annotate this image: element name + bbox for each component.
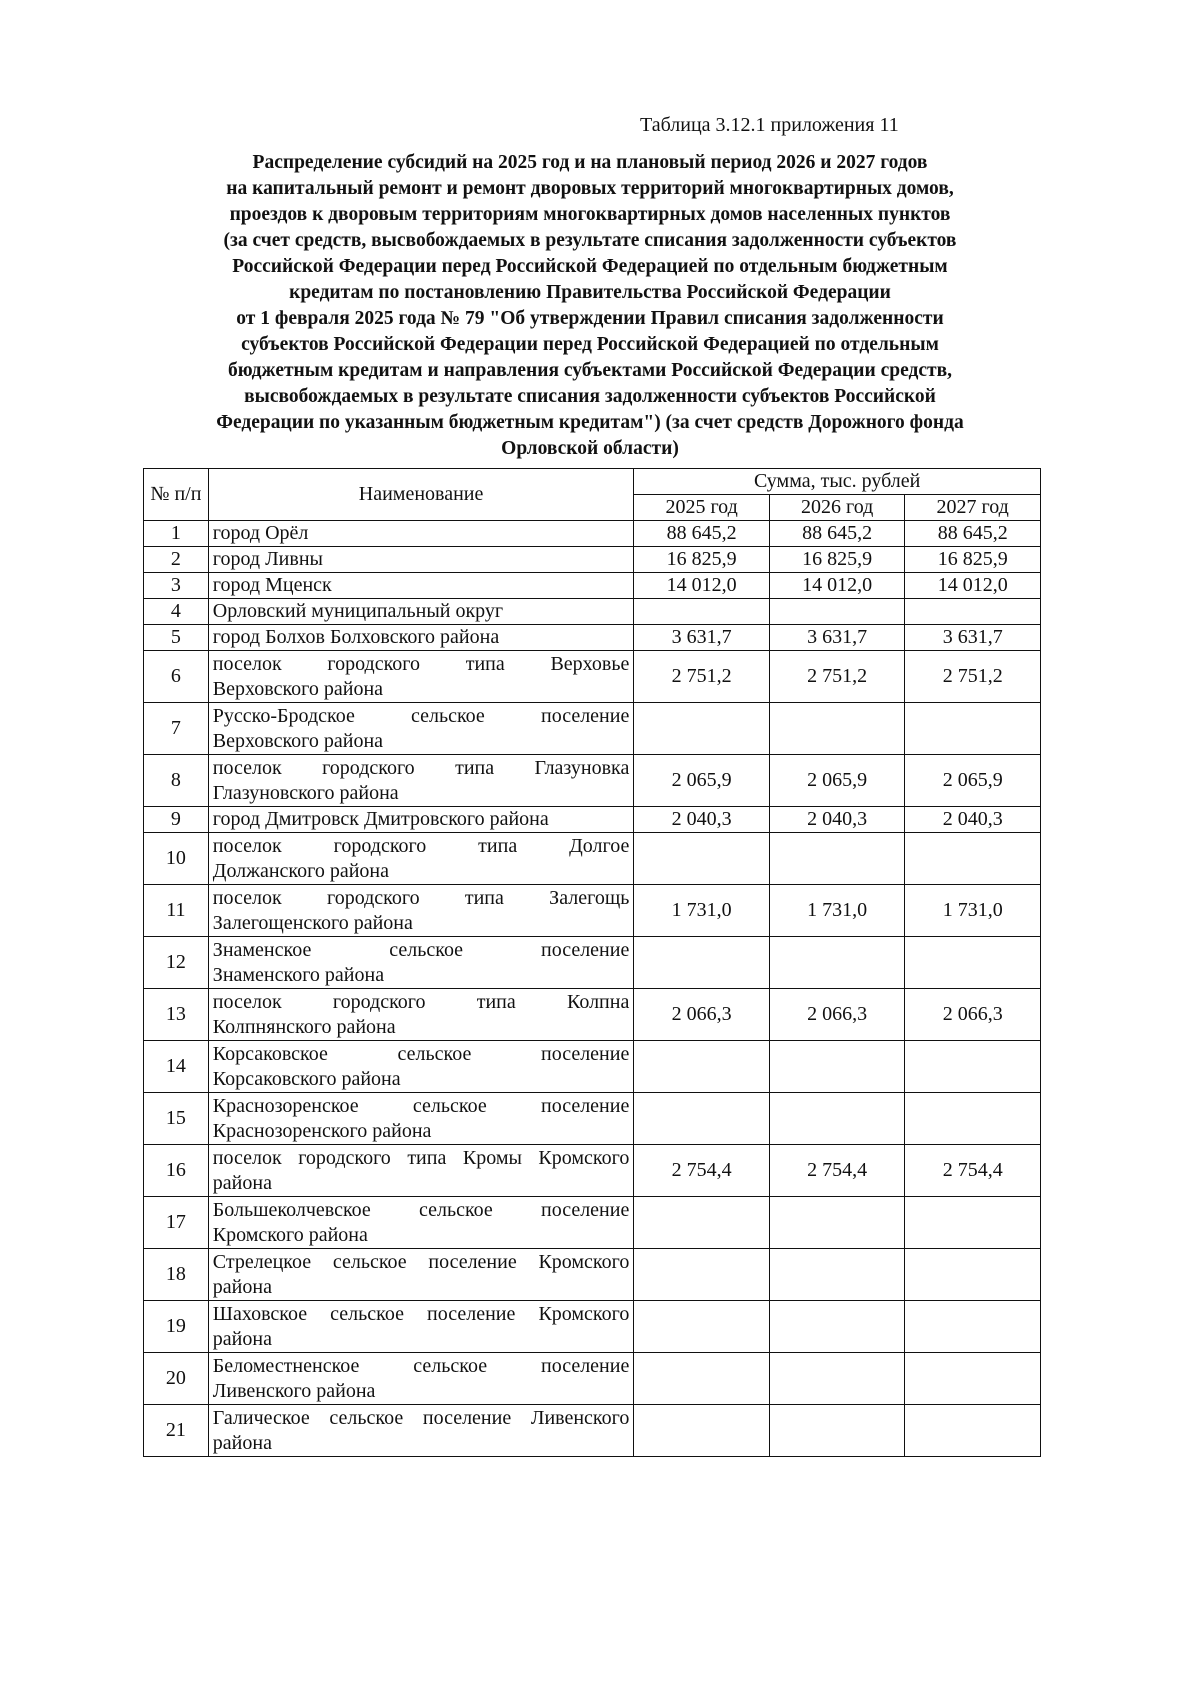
value-2026: [769, 599, 905, 625]
row-name-line: Верховского района: [212, 677, 384, 700]
title-line: Федерации по указанным бюджетным кредитам") (за счет средств Дорожного фонда: [216, 412, 964, 433]
value-2026: 1 731,0: [769, 885, 905, 937]
value-2026: 2 754,4: [769, 1145, 905, 1197]
title-line: от 1 февраля 2025 года № 79 "Об утверждении Правил списания задолженности: [236, 308, 944, 329]
row-name-line: поселок городского типа Залегощь: [212, 886, 630, 909]
row-name-line: Шаховское сельское поселение Кромского: [212, 1302, 630, 1325]
row-number: 14: [144, 1041, 209, 1093]
row-name-line: Галическое сельское поселение Ливенского: [212, 1406, 630, 1429]
value-2027: [905, 1197, 1041, 1249]
value-2026: [769, 1353, 905, 1405]
table-row: [144, 1093, 1041, 1145]
value-2026: 2 066,3: [769, 989, 905, 1041]
row-name-line: город Ливны: [212, 548, 323, 570]
value-2027: [905, 1041, 1041, 1093]
title-line: проездов к дворовым территориям многоквартирных домов населенных пунктов: [229, 204, 951, 225]
title-line: на капитальный ремонт и ремонт дворовых территорий многоквартирных домов,: [226, 178, 954, 199]
header-num: № п/п: [144, 469, 209, 521]
row-name-line: Корсаковского района: [212, 1067, 401, 1090]
value-2025: [634, 1041, 770, 1093]
value-2026: 2 065,9: [769, 755, 905, 807]
value-2027: [905, 599, 1041, 625]
title-line: (за счет средств, высвобождаемых в результате списания задолженности субъектов: [223, 230, 957, 251]
table-row: [144, 989, 1041, 1041]
value-2026: [769, 1405, 905, 1457]
value-2025: 2 040,3: [634, 807, 770, 833]
title-line: Распределение субсидий на 2025 год и на плановый период 2026 и 2027 годов: [252, 152, 928, 173]
header-sum: Сумма, тыс. рублей: [634, 469, 1041, 495]
value-2027: 2 066,3: [905, 989, 1041, 1041]
row-name-line: Ливенского района: [212, 1379, 376, 1402]
row-name-line: город Мценск: [212, 574, 332, 596]
row-name-line: Большеколчевское сельское поселение: [212, 1198, 630, 1221]
table-row: [144, 885, 1041, 937]
row-name-line: Должанского района: [212, 859, 389, 882]
value-2025: [634, 703, 770, 755]
value-2027: 2 065,9: [905, 755, 1041, 807]
value-2025: [634, 1301, 770, 1353]
value-2025: 16 825,9: [634, 547, 770, 573]
value-2027: [905, 833, 1041, 885]
row-name: [208, 1301, 634, 1353]
value-2025: [634, 1093, 770, 1145]
row-number: 16: [144, 1145, 209, 1197]
row-number: 21: [144, 1405, 209, 1457]
row-number: 20: [144, 1353, 209, 1405]
value-2026: [769, 703, 905, 755]
row-name: [208, 599, 634, 625]
value-2025: [634, 1249, 770, 1301]
row-number: 11: [144, 885, 209, 937]
value-2025: [634, 599, 770, 625]
row-number: 17: [144, 1197, 209, 1249]
value-2026: [769, 1041, 905, 1093]
table-row: [144, 1145, 1041, 1197]
row-name: [208, 989, 634, 1041]
value-2027: 16 825,9: [905, 547, 1041, 573]
row-number: 3: [144, 573, 209, 599]
value-2025: 88 645,2: [634, 521, 770, 547]
row-name-line: Верховского района: [212, 729, 384, 752]
row-number: 8: [144, 755, 209, 807]
document-title: [140, 150, 1040, 462]
row-name-line: Краснозоренское сельское поселение: [212, 1094, 630, 1117]
value-2026: 3 631,7: [769, 625, 905, 651]
header-year-2025: 2025 год: [634, 495, 770, 521]
table-row: [144, 807, 1041, 833]
value-2027: 2 751,2: [905, 651, 1041, 703]
row-number: 5: [144, 625, 209, 651]
row-name-line: поселок городского типа Верховье: [212, 652, 630, 675]
table-row: [144, 651, 1041, 703]
value-2025: [634, 1405, 770, 1457]
row-name-line: Стрелецкое сельское поселение Кромского: [212, 1250, 630, 1273]
row-name: [208, 1093, 634, 1145]
value-2025: [634, 1197, 770, 1249]
row-name-line: района: [212, 1327, 272, 1350]
row-number: 7: [144, 703, 209, 755]
row-name: [208, 703, 634, 755]
header-name: Наименование: [208, 469, 634, 521]
value-2025: 2 065,9: [634, 755, 770, 807]
title-line: Орловской области): [501, 438, 679, 459]
row-number: 2: [144, 547, 209, 573]
row-name: [208, 1041, 634, 1093]
row-name-line: поселок городского типа Кромы Кромского: [212, 1146, 630, 1169]
value-2026: 2 040,3: [769, 807, 905, 833]
table-row: [144, 755, 1041, 807]
row-name-line: город Дмитровск Дмитровского района: [212, 808, 549, 830]
row-name: [208, 833, 634, 885]
row-name-line: района: [212, 1275, 272, 1298]
value-2027: 14 012,0: [905, 573, 1041, 599]
title-line: высвобождаемых в результате списания задолженности субъектов Российской: [244, 386, 936, 407]
row-name: [208, 807, 634, 833]
row-name-line: Беломестненское сельское поселение: [212, 1354, 630, 1377]
table-row: [144, 547, 1041, 573]
row-number: 4: [144, 599, 209, 625]
value-2025: 2 066,3: [634, 989, 770, 1041]
value-2025: [634, 1353, 770, 1405]
row-name: [208, 573, 634, 599]
table-row: [144, 1197, 1041, 1249]
header-year-2027: 2027 год: [905, 495, 1041, 521]
value-2026: 2 751,2: [769, 651, 905, 703]
row-name: [208, 755, 634, 807]
value-2027: 3 631,7: [905, 625, 1041, 651]
value-2026: [769, 1197, 905, 1249]
table-row: [144, 625, 1041, 651]
row-name-line: Краснозоренского района: [212, 1119, 432, 1142]
table-row: [144, 1249, 1041, 1301]
row-number: 19: [144, 1301, 209, 1353]
row-name-line: город Орёл: [212, 522, 309, 544]
value-2026: [769, 937, 905, 989]
value-2027: 2 754,4: [905, 1145, 1041, 1197]
table-row: [144, 1353, 1041, 1405]
table-caption: Таблица 3.12.1 приложения 11: [640, 114, 899, 136]
value-2027: 1 731,0: [905, 885, 1041, 937]
subsidy-table: [143, 468, 1041, 1457]
row-name-line: Колпнянского района: [212, 1015, 396, 1038]
title-line: бюджетным кредитам и направления субъектами Российской Федерации средств,: [228, 360, 952, 381]
table-row: [144, 1301, 1041, 1353]
row-name-line: город Болхов Болховского района: [212, 626, 500, 648]
value-2027: [905, 1093, 1041, 1145]
row-name: [208, 1353, 634, 1405]
value-2025: [634, 937, 770, 989]
value-2026: [769, 833, 905, 885]
value-2027: [905, 703, 1041, 755]
row-name: [208, 1249, 634, 1301]
row-name: [208, 521, 634, 547]
row-name-line: Корсаковское сельское поселение: [212, 1042, 630, 1065]
table-row: [144, 833, 1041, 885]
row-number: 6: [144, 651, 209, 703]
row-name: [208, 651, 634, 703]
row-name-line: Русско-Бродское сельское поселение: [212, 704, 630, 727]
title-line: кредитам по постановлению Правительства Российской Федерации: [289, 282, 891, 303]
value-2025: 3 631,7: [634, 625, 770, 651]
value-2027: [905, 937, 1041, 989]
value-2026: 14 012,0: [769, 573, 905, 599]
row-name-line: района: [212, 1431, 272, 1454]
row-name-line: района: [212, 1171, 272, 1194]
row-name-line: Знаменское сельское поселение: [212, 938, 630, 961]
row-name-line: Глазуновского района: [212, 781, 399, 804]
value-2026: [769, 1249, 905, 1301]
row-name: [208, 625, 634, 651]
row-number: 15: [144, 1093, 209, 1145]
table-row: [144, 1041, 1041, 1093]
value-2027: [905, 1301, 1041, 1353]
value-2026: 16 825,9: [769, 547, 905, 573]
table-row: [144, 1405, 1041, 1457]
row-name-line: Залегощенского района: [212, 911, 413, 934]
value-2027: [905, 1405, 1041, 1457]
row-name-line: Кромского района: [212, 1223, 368, 1246]
table-row: [144, 703, 1041, 755]
row-name: [208, 1197, 634, 1249]
value-2025: 1 731,0: [634, 885, 770, 937]
row-number: 10: [144, 833, 209, 885]
row-name-line: Знаменского района: [212, 963, 385, 986]
title-line: Российской Федерации перед Российской Федерацией по отдельным бюджетным: [232, 256, 948, 277]
row-number: 13: [144, 989, 209, 1041]
value-2026: 88 645,2: [769, 521, 905, 547]
value-2027: 88 645,2: [905, 521, 1041, 547]
row-name: [208, 547, 634, 573]
value-2026: [769, 1301, 905, 1353]
title-line: субъектов Российской Федерации перед Российской Федерацией по отдельным: [241, 334, 939, 355]
value-2025: 14 012,0: [634, 573, 770, 599]
row-name-line: поселок городского типа Долгое: [212, 834, 630, 857]
row-name: [208, 885, 634, 937]
row-number: 12: [144, 937, 209, 989]
value-2027: 2 040,3: [905, 807, 1041, 833]
value-2027: [905, 1353, 1041, 1405]
value-2027: [905, 1249, 1041, 1301]
value-2025: 2 751,2: [634, 651, 770, 703]
row-name-line: Орловский муниципальный округ: [212, 600, 504, 622]
value-2025: [634, 833, 770, 885]
table-row: [144, 521, 1041, 547]
table-row: [144, 937, 1041, 989]
row-number: 9: [144, 807, 209, 833]
row-name: [208, 937, 634, 989]
row-name: [208, 1405, 634, 1457]
row-name-line: поселок городского типа Колпна: [212, 990, 630, 1013]
header-year-2026: 2026 год: [769, 495, 905, 521]
value-2026: [769, 1093, 905, 1145]
row-name-line: поселок городского типа Глазуновка: [212, 756, 630, 779]
table-row: [144, 599, 1041, 625]
row-number: 1: [144, 521, 209, 547]
value-2025: 2 754,4: [634, 1145, 770, 1197]
row-name: [208, 1145, 634, 1197]
row-number: 18: [144, 1249, 209, 1301]
table-row: [144, 573, 1041, 599]
